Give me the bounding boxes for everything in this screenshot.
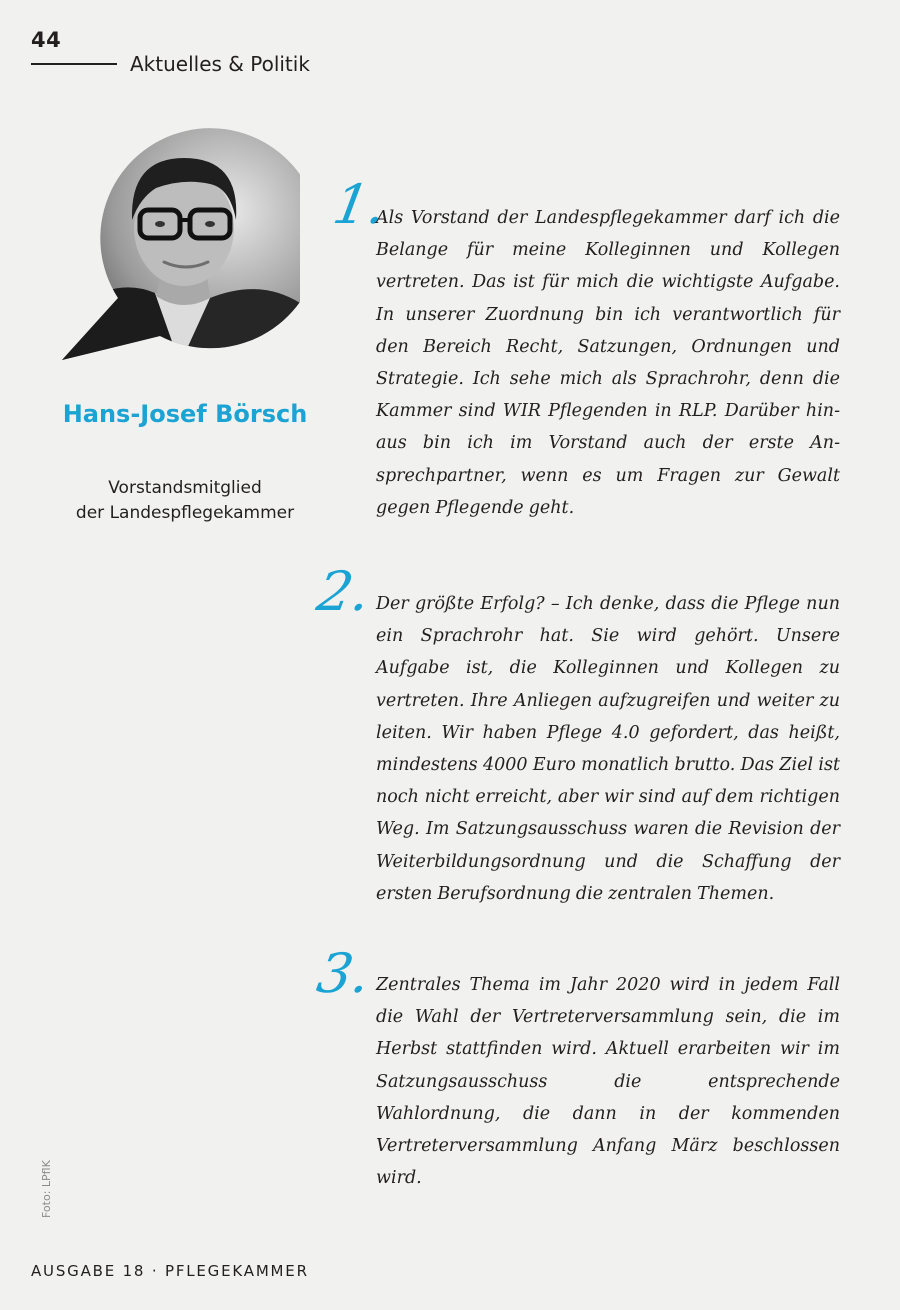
person-role	[40, 476, 330, 526]
answer-numeral-3: 3.	[312, 942, 376, 1005]
answer-text-3: Zentrales Thema im Jahr 2020 wird in jedem Fall die Wahl der Vertreterversammlung sein, die im Herbst stattfinden wird. Aktuell erarbeiten wir im Satzungsausschuss die entsprechende Wahlordnung, die dann in der kommenden Vertreterversammlung Anfang März beschlossen wird.	[376, 975, 840, 1189]
portrait-photo	[60, 128, 300, 364]
photo-credit: Foto: LPflK	[40, 1160, 53, 1218]
section-title: Aktuelles & Politik	[130, 52, 310, 76]
header-rule	[31, 63, 117, 65]
answer-numeral-1: 1.	[328, 173, 392, 236]
page-number: 44	[31, 28, 62, 52]
answer-text-1: Als Vorstand der Landespflegekammer darf ich die Belange für meine Kolleginnen und Kollegen vertreten. Das ist für mich die wichtigste Aufgabe. In unserer Zuordnung bin ich verantwortlich für den Bereich Recht, Satzungen, Ordnungen und Strategie. Ich sehe mich als Sprachrohr, denn die Kammer sind WIR Pflegenden in RLP. Darüber hinaus bin ich im Vorstand auch der erste Ansprechpartner, wenn es um Fragen zur Gewalt gegen Pflegende geht.	[376, 208, 840, 518]
person-name: Hans-Josef Börsch	[62, 400, 308, 428]
role-line-1: Vorstandsmitglied	[108, 478, 262, 498]
role-line-2: der Landespflegekammer	[75, 503, 295, 523]
answer-text-2: Der größte Erfolg? – Ich denke, dass die Pflege nun ein Sprachrohr hat. Sie wird gehört. Unsere Aufgabe ist, die Kolleginnen und Kollegen zu vertreten. Ihre Anliegen aufzugreifen und weiter zu leiten. Wir haben Pflege 4.0 gefordert, das heißt, mindestens 4000 Euro monatlich brutto. Das Ziel ist noch nicht erreicht, aber wir sind auf dem richtigen Weg. Im Satzungsausschuss waren die Revision der Weiterbildungsordnung und die Schaffung der ersten Berufsordnung die zentralen Themen.	[376, 594, 840, 904]
answer-numeral-2: 2.	[312, 560, 376, 623]
footer-issue: AUSGABE 18 · PFLEGEKAMMER	[31, 1262, 309, 1280]
